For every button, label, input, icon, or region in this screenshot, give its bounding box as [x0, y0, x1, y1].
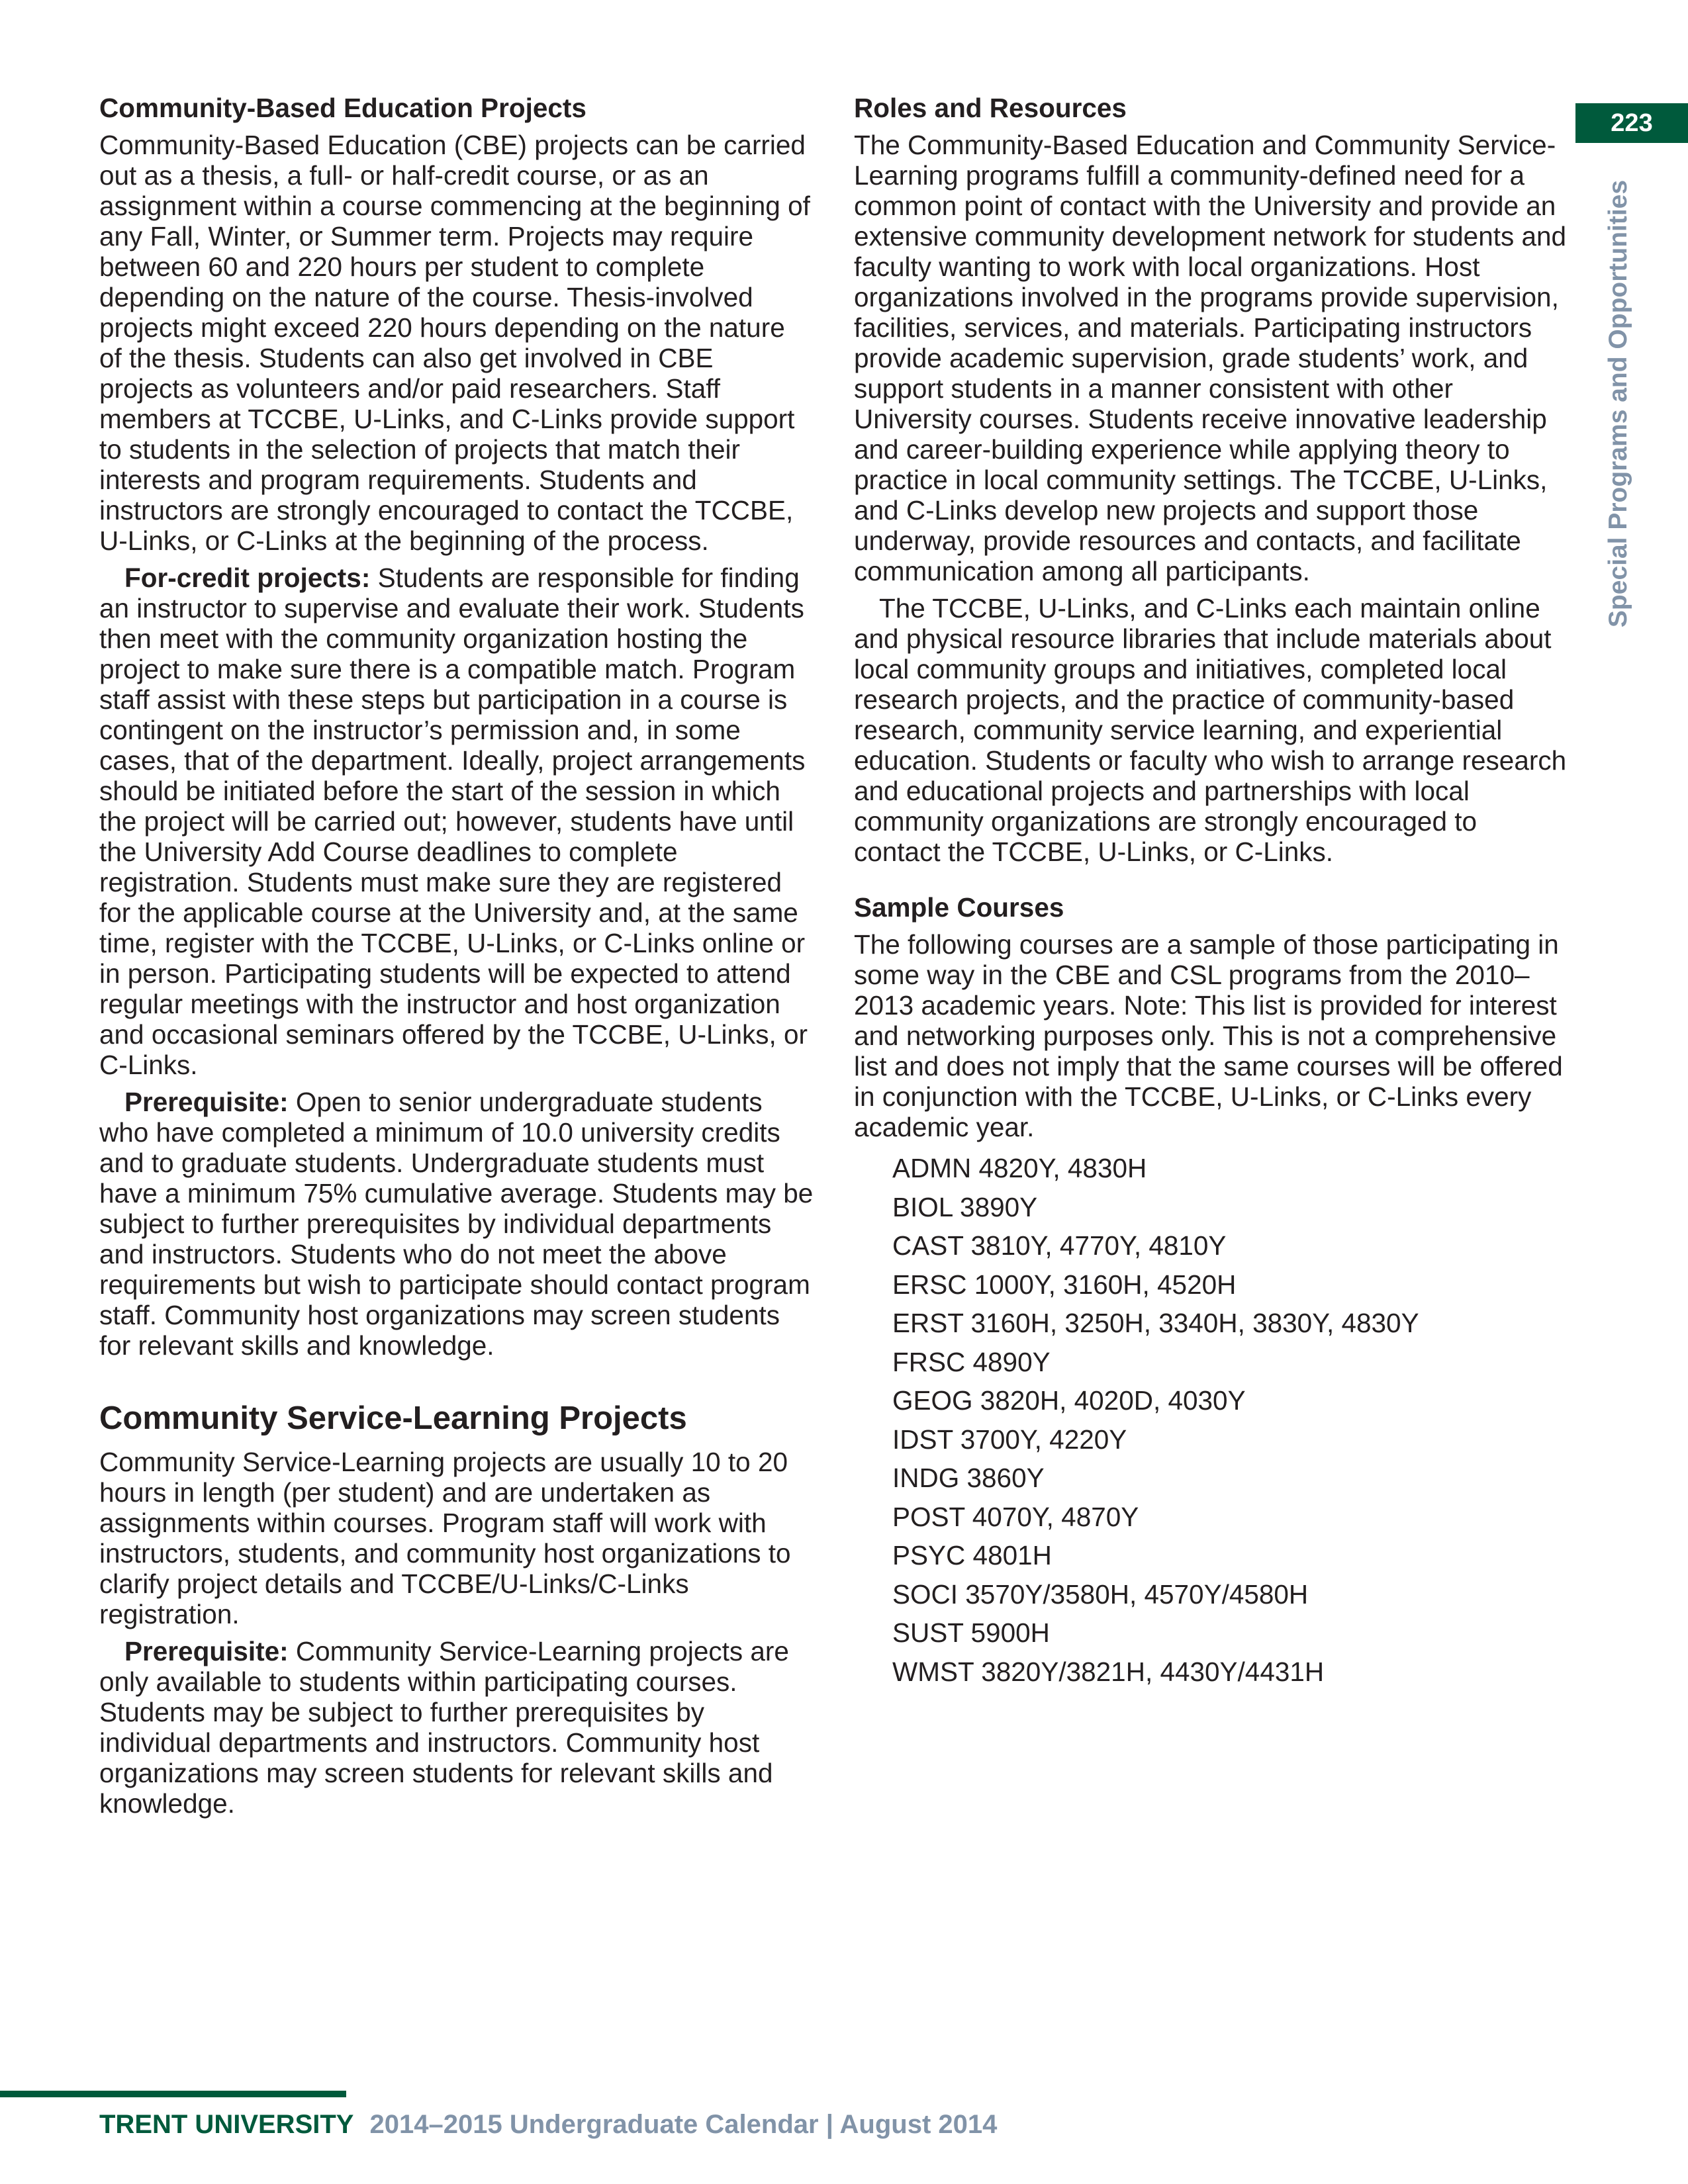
sample-courses-paragraph: The following courses are a sample of those participating in some way in the CBE and CSL programs from the 2010–2013 academic years. Note: This list is provided for interest and networking purposes only. This is not a comprehensive list and does not imply that the same courses will be offered in conjunction with the TCCBE, U-Links, or C-Links every academic year.	[854, 929, 1563, 1142]
side-title: Special Programs and Opportunities	[1604, 179, 1632, 628]
course-item: SUST 5900H	[892, 1617, 1050, 1648]
roles-paragraph-2: The TCCBE, U-Links, and C-Links each maintain online and physical resource libraries that include materials about local community groups and initiatives, completed local research projects, and the practice of community-based research, community service learning, and experiential education. Students or faculty who wish to arrange research and educational projects and partnerships with local community organizations are strongly encouraged to contact the TCCBE, U-Links, or C-Links.	[854, 593, 1567, 867]
sample-courses-heading: Sample Courses	[854, 892, 1064, 923]
course-item: GEOG 3820H, 4020D, 4030Y	[892, 1385, 1246, 1416]
footer	[99, 2110, 997, 2140]
course-item: IDST 3700Y, 4220Y	[892, 1424, 1127, 1455]
roles-paragraph-1: The Community-Based Education and Community Service-Learning programs fulfill a community-defined need for a common point of contact with the University and provide an extensive community development network for students and faculty wanting to work with local organizations. Host organizations involved in the programs provide supervision, facilities, services, and materials. Participating instructors provide academic supervision, grade students’ work, and support students in a manner consistent with other University courses. Students receive innovative leadership and career-building experience while applying theory to practice in local community settings. The TCCBE, U-Links, and C-Links develop new projects and support those underway, provide resources and contacts, and facilitate communication among all participants.	[854, 130, 1567, 586]
left-column	[99, 93, 814, 1825]
csl-heading: Community Service-Learning Projects	[99, 1400, 687, 1436]
course-item: CAST 3810Y, 4770Y, 4810Y	[892, 1230, 1227, 1261]
csl-prerequisite-lead: Prerequisite:	[124, 1636, 289, 1666]
course-item: PSYC 4801H	[892, 1540, 1052, 1570]
sample-courses-list	[892, 1149, 1569, 1691]
right-column	[854, 93, 1569, 1691]
course-item: ADMN 4820Y, 4830H	[892, 1153, 1147, 1183]
side-title-container	[1595, 169, 1642, 639]
course-item: SOCI 3570Y/3580H, 4570Y/4580H	[892, 1578, 1309, 1610]
roles-heading: Roles and Resources	[854, 93, 1127, 123]
cbe-paragraph: Community-Based Education (CBE) projects can be carried out as a thesis, a full- or half-credit course, or as an assignment within a course commencing at the beginning of any Fall, Winter, or Summer term. Projects may require between 60 and 220 hours per student to complete depending on the nature of the course. Thesis-involved projects might exceed 220 hours depending on the nature of the thesis. Students can also get involved in CBE projects as volunteers and/or paid researchers. Staff members at TCCBE, U-Links, and C-Links provide support to students in the selection of projects that match their interests and program requirements. Students and instructors are strongly encouraged to contact the TCCBE, U-Links, or C-Links at the beginning of the process.	[99, 130, 810, 556]
course-item: POST 4070Y, 4870Y	[892, 1501, 1139, 1532]
course-item: WMST 3820Y/3821H, 4430Y/4431H	[892, 1656, 1325, 1687]
csl-prerequisite-text: Community Service-Learning projects are only available to students within participating courses. Students may be subject to further prerequisites by individual departments and instructors. Community host organizations may screen students for relevant skills and knowledge.	[99, 1636, 789, 1819]
for-credit-text: Students are responsible for finding an instructor to supervise and evaluate their work. Students then meet with the community organization hosting the project to make sure there is a compatible match. Program staff assist with these steps but participation in a course is contingent on the instructor’s permission and, in some cases, that of the department. Ideally, project arrangements should be initiated before the start of the session in which the project will be carried out; however, students have until the University Add Course deadlines to complete registration. Students must make sure they are registered for the applicable course at the University and, at the same time, register with the TCCBE, U-Links, or C-Links online or in person. Participating students will be expected to attend regular meetings with the instructor and host organization and occasional seminars offered by the TCCBE, U-Links, or C-Links.	[99, 563, 808, 1080]
for-credit-lead: For-credit projects:	[124, 563, 371, 593]
prerequisite-lead: Prerequisite:	[124, 1087, 289, 1117]
course-item: BIOL 3890Y	[892, 1191, 1038, 1222]
footer-university: TRENT UNIVERSITY	[99, 2110, 354, 2139]
footer-rule	[0, 2091, 346, 2097]
course-item: ERST 3160H, 3250H, 3340H, 3830Y, 4830Y	[892, 1308, 1419, 1338]
course-item: ERSC 1000Y, 3160H, 4520H	[892, 1269, 1237, 1300]
prerequisite-paragraph	[99, 1087, 814, 1361]
prerequisite-text: Open to senior undergraduate students who have completed a minimum of 10.0 university credits and to graduate students. Undergraduate students must have a minimum 75% cumulative average. Students may be subject to further prerequisites by individual departments and instructors. Students who do not meet the above requirements but wish to participate should contact program staff. Community host organizations may screen students for relevant skills and knowledge.	[99, 1087, 814, 1361]
footer-calendar: 2014–2015 Undergraduate Calendar | August 2014	[369, 2110, 998, 2139]
course-item: INDG 3860Y	[892, 1463, 1045, 1493]
course-item: FRSC 4890Y	[892, 1346, 1051, 1377]
cbe-heading: Community-Based Education Projects	[99, 93, 586, 123]
csl-prerequisite-paragraph	[99, 1636, 814, 1819]
csl-paragraph: Community Service-Learning projects are usually 10 to 20 hours in length (per student) and are undertaken as assignments within courses. Program staff will work with instructors, students, and community host organizations to clarify project details and TCCBE/U-Links/C-Links registration.	[99, 1447, 791, 1629]
for-credit-paragraph	[99, 563, 814, 1080]
page-number: 223	[1575, 103, 1688, 143]
